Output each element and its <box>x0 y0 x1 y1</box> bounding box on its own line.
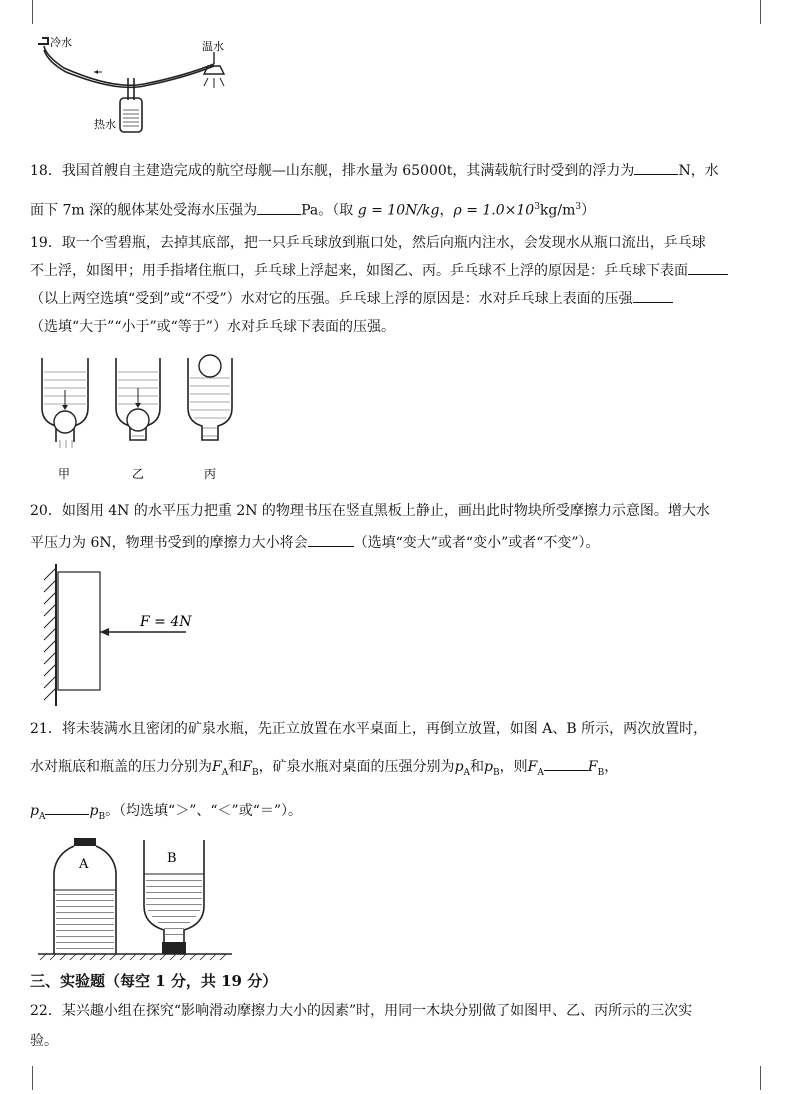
question-21-line-2: 水对瓶底和瓶盖的压力分别为$F_A$和$F_B$，矿泉水瓶对桌面的压强分别为$p_A$和$p_B$，则$F_A$ $F_B$， <box>30 752 770 788</box>
crop-mark-top-right <box>760 0 785 24</box>
book-wall-figure <box>36 560 216 710</box>
bottle-yi <box>116 358 160 440</box>
cold-water-label: 冷水 <box>50 36 72 49</box>
question-20-line-1: 20．如图用 4N 的水平压力把重 2N 的物理书压在竖直黑板上静止，画出此时物块所受摩擦力示意图。增大水 <box>30 503 710 519</box>
question-20-line-2: 平压力为 6N，物理书受到的摩擦力大小将会 （选填“变大”或者“变小”或者“不变”）。 <box>30 528 770 558</box>
mineral-water-bottles-figure <box>36 836 236 964</box>
q18-blank-1[interactable] <box>634 160 678 175</box>
q19-blank-2[interactable] <box>633 288 673 303</box>
label-bing: 丙 <box>204 467 217 481</box>
q18-blank-2[interactable] <box>257 200 301 215</box>
question-22-line-2: 验。 <box>30 1033 58 1049</box>
label-a: A <box>79 857 89 872</box>
crop-mark-top-left <box>8 0 33 24</box>
section-3-heading: 三、实验题（每空 1 分，共 19 分） <box>30 972 278 990</box>
question-21-line-3: $p_A$ $p_B$。（均选填“＞”、“＜”或“＝”）。 <box>30 796 770 832</box>
force-label: F = 4N <box>140 614 192 630</box>
q20-blank[interactable] <box>308 532 354 547</box>
question-19-line-3: （以上两空选填“受到”或“不受”）水对它的压强。乒乓球上浮的原因是：水对乒乓球上表面的压强 <box>30 284 770 314</box>
label-yi: 乙 <box>132 467 145 481</box>
question-19-line-4: （选填“大于”“小于”或“等于”）水对乒乓球下表面的压强。 <box>30 319 395 335</box>
label-jia: 甲 <box>58 467 71 481</box>
question-18-line-2: 面下 7m 深的舰体某处受海水压强为 Pa。（取 g = 10N/kg，$\rho = 1.0\times 10^3kg/m^3$） <box>30 192 770 226</box>
q21-blank-1[interactable] <box>544 756 588 771</box>
question-19-line-1: 19．取一个雪碧瓶，去掉其底部，把一只乒乓球放到瓶口处，然后向瓶内注水，会发现水从瓶口流出，乒乓球 <box>30 235 706 251</box>
bottle-jia <box>42 358 88 448</box>
q19-blank-1[interactable] <box>688 260 728 275</box>
question-21-line-1: 21．将未装满水且密闭的矿泉水瓶，先正立放置在水平桌面上，再倒立放置，如图 A、B 所示，两次放置时， <box>30 721 708 737</box>
bottle-b <box>144 840 204 954</box>
crop-mark-bottom-right <box>760 1066 785 1090</box>
water-heater-figure <box>30 28 250 138</box>
label-b: B <box>167 851 177 866</box>
warm-water-label: 温水 <box>202 40 224 53</box>
crop-mark-bottom-left <box>8 1066 33 1090</box>
bottles-figure <box>36 354 246 484</box>
question-18-line-1: 18．我国首艘自主建造完成的航空母舰—山东舰，排水量为 65000t，其满载航行时受到的浮力为 N，水 <box>30 156 770 186</box>
bottle-bing <box>188 355 232 440</box>
q21-blank-2[interactable] <box>45 800 89 815</box>
question-19-line-2: 不上浮，如图甲；用手指堵住瓶口，乒乓球上浮起来，如图乙、丙。乒乓球不上浮的原因是：乒乓球下表面 <box>30 256 770 286</box>
hot-water-label: 热水 <box>94 118 116 131</box>
bottle-a <box>54 838 116 954</box>
question-22-line-1: 22．某兴趣小组在探究“影响滑动摩擦力大小的因素”时，用同一木块分别做了如图甲、乙、丙所示的三次实 <box>30 1003 693 1019</box>
